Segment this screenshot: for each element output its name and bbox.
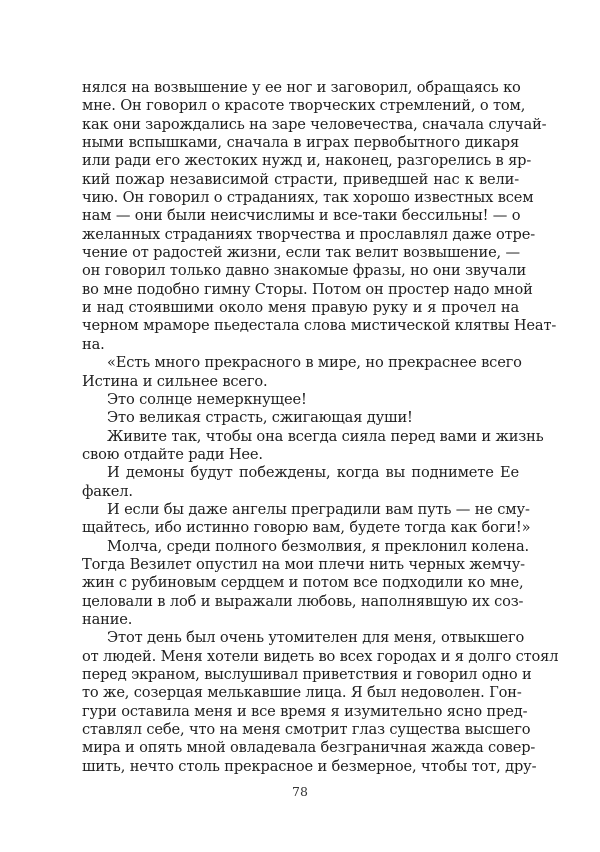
text-line: факел. xyxy=(82,482,133,500)
text-line: мира и опять мной овладевала безграничная жажда совер- xyxy=(82,739,536,757)
text-line: чию. Он говорил о страданиях, так хорошо известных всем xyxy=(82,189,534,207)
text-line: нание. xyxy=(82,610,133,628)
text-line: нам — они были неисчислимы и все-таки бессильны! — о xyxy=(82,207,521,225)
page-number: 78 xyxy=(292,784,308,799)
text-line: целовали в лоб и выражали любовь, наполнявшую их соз- xyxy=(82,592,524,610)
text-line: черном мраморе пьедестала слова мистической клятвы Неат- xyxy=(82,317,557,335)
text-line: кий пожар независимой страсти, приведшей нас к вели- xyxy=(82,170,519,188)
text-line: И демоны будут побеждены, когда вы поднимете Ее xyxy=(107,464,519,482)
text-line: как они зарождались на заре человечества, сначала случай- xyxy=(82,115,547,133)
text-line: на. xyxy=(82,335,105,353)
text-line: мне. Он говорил о красоте творческих стремлений, о том, xyxy=(82,97,526,115)
text-line: Это солнце немеркнущее! xyxy=(107,390,307,408)
text-line: Истина и сильнее всего. xyxy=(82,372,268,390)
text-line: от людей. Меня хотели видеть во всех городах и я долго стоял xyxy=(82,647,559,665)
text-line: И если бы даже ангелы преградили вам путь — не сму- xyxy=(107,500,530,518)
text-line: он говорил только давно знакомые фразы, но они звучали xyxy=(82,262,527,280)
text-line: или ради его жестоких нужд и, наконец, разгорелись в яр- xyxy=(82,152,532,170)
text-line: Тогда Везилет опустил на мои плечи нить черных жемчу- xyxy=(82,555,525,573)
text-line: чение от радостей жизни, если так велит возвышение, — xyxy=(82,244,520,262)
text-line: жин с рубиновым сердцем и потом все подходили ко мне, xyxy=(82,574,524,592)
text-line: Этот день был очень утомителен для меня, отвыкшего xyxy=(107,629,525,647)
text-line: ставлял себе, что на меня смотрит глаз существа высшего xyxy=(82,721,531,739)
page-body-text xyxy=(82,79,559,776)
text-line: во мне подобно гимну Сторы. Потом он простер надо мной xyxy=(82,280,533,298)
text-line: Живите так, чтобы она всегда сияла перед вами и жизнь xyxy=(107,427,544,445)
text-line: свою отдайте ради Нее. xyxy=(82,445,263,463)
text-line: перед экраном, выслушивал приветствия и говорил одно и xyxy=(82,666,532,683)
text-line: желанных страданиях творчества и прославлял даже отре- xyxy=(82,225,536,243)
text-line: гури оставила меня и все время я изумительно ясно пред- xyxy=(82,702,528,720)
text-line: то же, созерцая мелькавшие лица. Я был недоволен. Гон- xyxy=(82,684,522,702)
text-line: Это великая страсть, сжигающая души! xyxy=(107,409,413,427)
text-line: шить, нечто столь прекрасное и безмерное, чтобы тот, дру- xyxy=(82,757,537,775)
text-line: ными вспышками, сначала в играх первобытного дикаря xyxy=(82,134,519,152)
text-line: нялся на возвышение у ее ног и заговорил, обращаясь ко xyxy=(82,79,521,96)
text-line: и над стоявшими около меня правую руку и я прочел на xyxy=(82,299,519,317)
text-line: «Есть много прекрасного в мире, но прекраснее всего xyxy=(107,354,522,372)
text-line: щайтесь, ибо истинно говорю вам, будете тогда как боги!» xyxy=(82,519,531,537)
text-line: Молча, среди полного безмолвия, я преклонил колена. xyxy=(107,537,530,555)
